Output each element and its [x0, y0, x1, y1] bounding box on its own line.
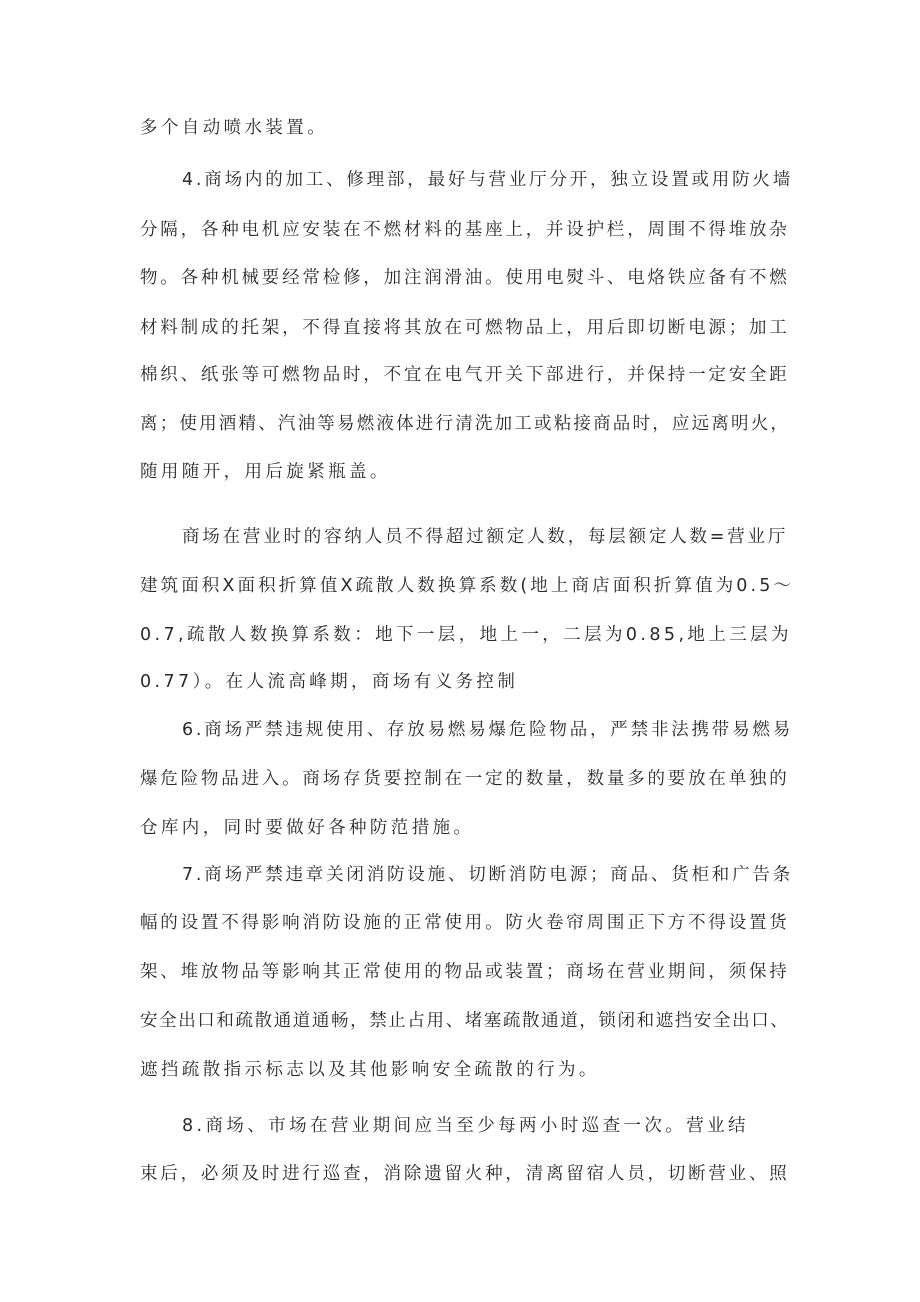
- text-line: 分隔，各种电机应安装在不燃材料的基座上，并设护栏，周围不得堆放杂: [140, 220, 790, 240]
- text-line: 爆危险物品进入。商场存货要控制在一定的数量，数量多的要放在单独的: [140, 769, 790, 789]
- text-line: 建筑面积X面积折算值X疏散人数换算系数(地上商店面积折算值为0.5～: [140, 576, 795, 596]
- text-line: 0.7,疏散人数换算系数：地下一层，地上一，二层为0.85,地上三层为: [140, 625, 792, 645]
- text-line: 安全出口和疏散通道通畅，禁止占用、堵塞疏散通道，锁闭和遮挡安全出口、: [140, 1011, 790, 1031]
- text-line: 8.商场、市场在营业期间应当至少每两小时巡查一次。营业结: [182, 1116, 749, 1136]
- text-line: 6.商场严禁违规使用、存放易燃易爆危险物品，严禁非法携带易燃易: [182, 720, 793, 740]
- text-line: 棉织、纸张等可燃物品时，不宜在电气开关下部进行，并保持一定安全距: [140, 365, 790, 385]
- text-line: 离；使用酒精、汽油等易燃液体进行清洗加工或粘接商品时，应远离明火，: [140, 414, 791, 434]
- text-line: 随用随开，用后旋紧瓶盖。: [140, 462, 391, 482]
- text-line: 束后，必须及时进行巡查，消除遗留火种，清离留宿人员，切断营业、照: [140, 1164, 790, 1184]
- text-line: 商场在营业时的容纳人员不得超过额定人数，每层额定人数=营业厅: [182, 527, 789, 547]
- text-line: 架、堆放物品等影响其正常使用的物品或装置；商场在营业期间，须保持: [140, 962, 790, 982]
- text-line: 物。各种机械要经常检修，加注润滑油。使用电熨斗、电烙铁应备有不燃: [140, 268, 790, 288]
- text-line: 仓库内，同时要做好各种防范措施。: [140, 818, 475, 838]
- text-line: 0.77）。在人流高峰期，商场有义务控制: [140, 672, 519, 692]
- text-line: 多个自动喷水装置。: [140, 118, 329, 138]
- text-line: 材料制成的托架，不得直接将其放在可燃物品上，用后即切断电源；加工: [140, 318, 790, 338]
- text-line: 遮挡疏散指示标志以及其他影响安全疏散的行为。: [140, 1060, 600, 1080]
- text-line: 7.商场严禁违章关闭消防设施、切断消防电源；商品、货柜和广告条: [182, 865, 793, 885]
- text-line: 幅的设置不得影响消防设施的正常使用。防火卷帘周围正下方不得设置货: [140, 913, 790, 933]
- text-line: 4.商场内的加工、修理部，最好与营业厅分开，独立设置或用防火墙: [182, 170, 793, 190]
